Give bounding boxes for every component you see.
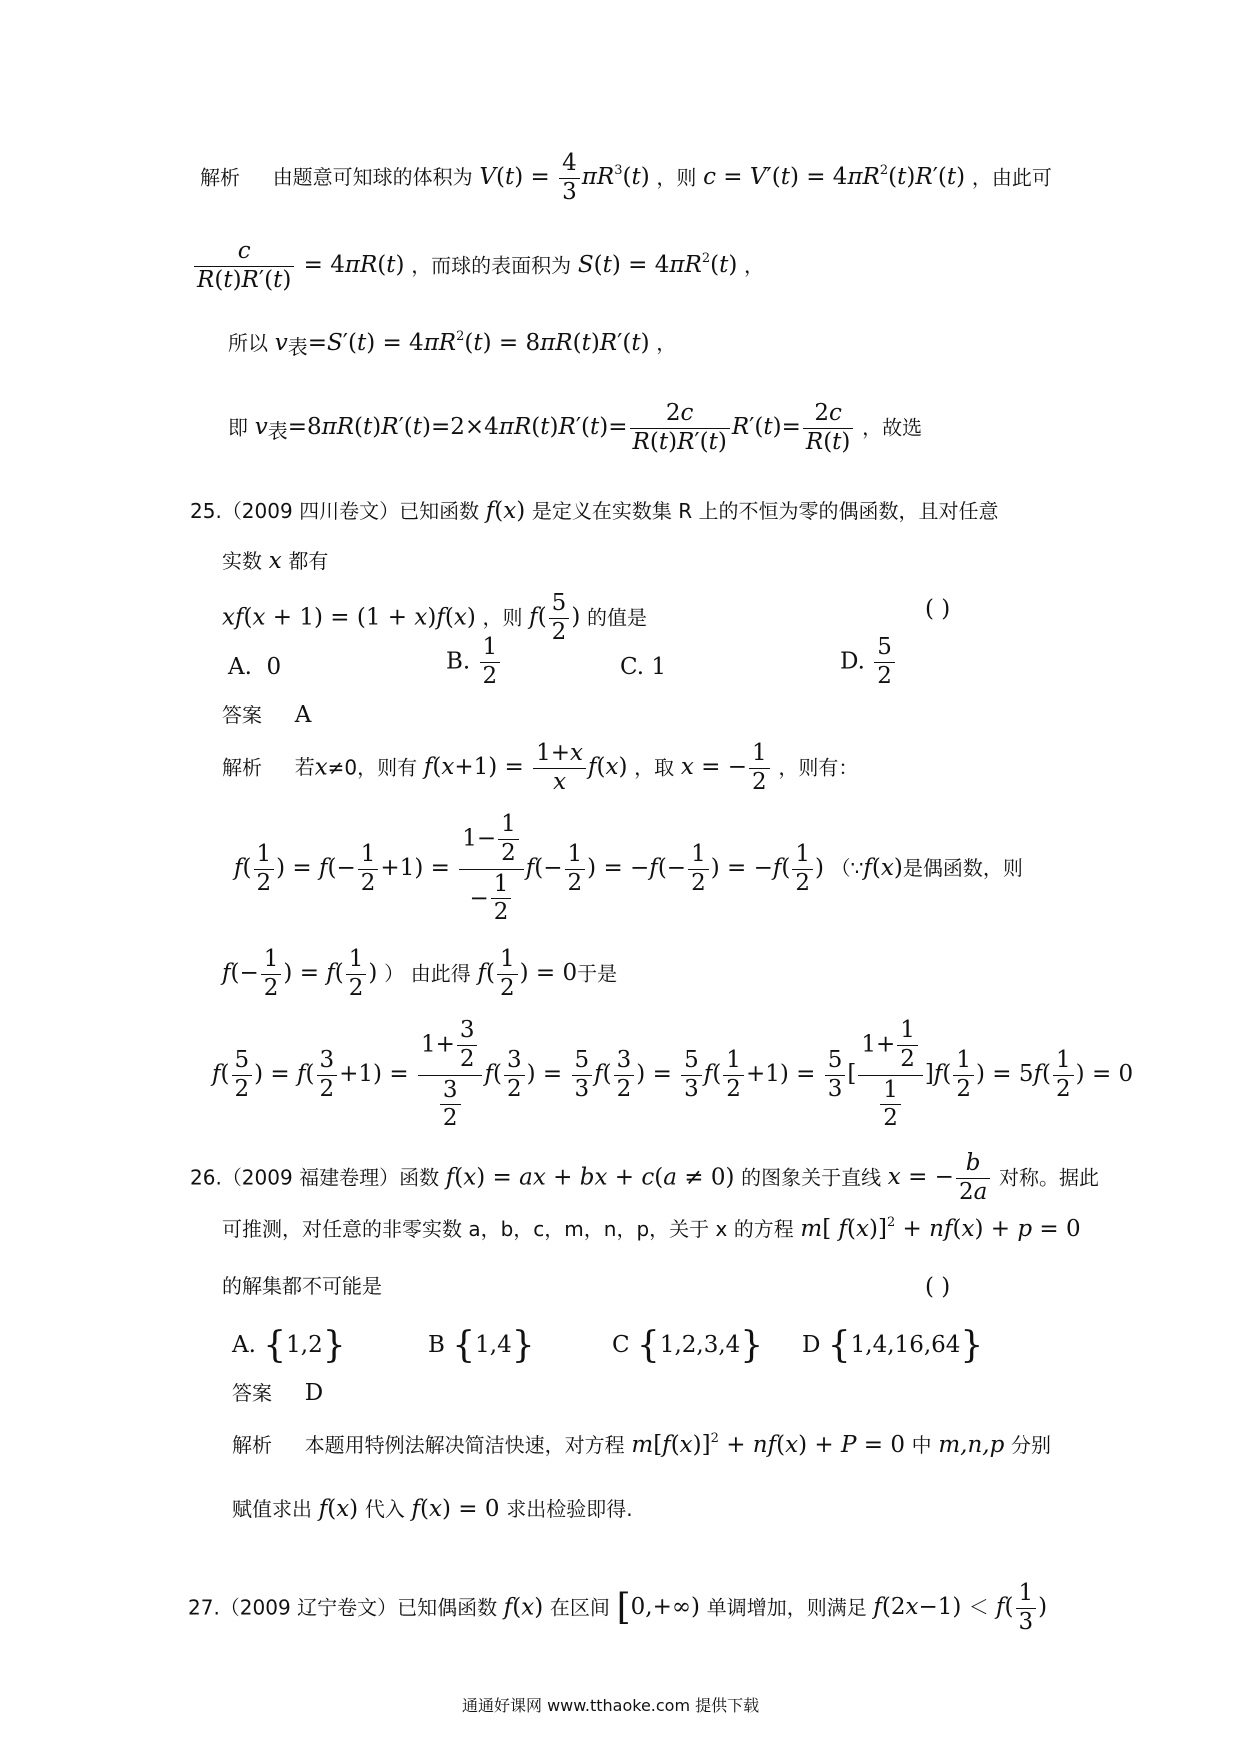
analysis-label: 解析	[222, 755, 262, 780]
text: 于是	[577, 961, 618, 986]
text: 可推测，对任意的非零实数 a，b，c，m，n，p，关于 x 的方程	[222, 1217, 794, 1241]
q26-answer	[232, 1382, 323, 1405]
text: 本题用特例法解决简洁快速，对方程	[304, 1433, 625, 1457]
question-number: 25.	[190, 499, 222, 523]
formula: f( $\frac{5}{2}$ ) = f( $\frac{3}{2}$ +1) = 1+ $\frac{3}{2}$ $\frac{3}{2}$ f( $\frac{3}{2}$ ) = $\frac{5}{3}$ f( $\frac{3}{2}$ ) = $\frac{5}{3}$ f( $\frac{1}{2}$ +1) = $\frac{5}{3}$ [ 1+ $\frac{1}{2}$ $\frac{1}{2}$ ]f( $\frac{1}{2}$ ) = 5f( $\frac{1}{2}$ ) = 0	[212, 1017, 1134, 1132]
text: 由此得	[410, 961, 471, 986]
text: 代入	[364, 1497, 405, 1521]
text: 赋值求出	[232, 1497, 312, 1521]
q26-analysis-2	[232, 1498, 633, 1521]
text: 中	[911, 1433, 932, 1457]
formula: f(2x−1) ＜ f( $\frac{1}{3}$ )	[873, 1580, 1048, 1635]
p24-line-1	[200, 150, 1052, 207]
page-footer: 通通好课网 www.tthaoke.com 提供下载	[462, 1696, 760, 1715]
q27-stem-1	[188, 1580, 1047, 1637]
text: 的图象关于直线	[741, 1165, 882, 1190]
text: 的值是	[586, 605, 647, 630]
text: ≠0，则有	[327, 755, 418, 780]
formula: f(x) = 0	[411, 1496, 500, 1522]
option-d: D. $\frac{5}{2}$	[840, 634, 897, 691]
p24-line-2	[192, 238, 764, 295]
formula: $c = V'(t) = 4\pi R^2(t)R'(t)$	[703, 163, 966, 191]
text: ，而球的表面积为	[411, 253, 572, 278]
q25-stem-2	[222, 550, 328, 573]
text: ）	[384, 961, 405, 986]
answer-label: 答案	[222, 703, 262, 727]
formula: [0,+∞)	[616, 1587, 701, 1629]
text: 实数	[222, 549, 262, 573]
p24-line-4	[228, 400, 922, 457]
option-b: B. $\frac{1}{2}$	[446, 634, 502, 691]
text: ，取	[634, 755, 675, 780]
formula: f(− $\frac{1}{2}$ ) = f( $\frac{1}{2}$ )	[222, 946, 378, 1001]
formula: x	[268, 548, 282, 574]
text: 所以	[228, 331, 268, 355]
analysis-label: 解析	[200, 165, 240, 190]
text: 分别	[1011, 1433, 1052, 1457]
formula: V(t) = $\frac{4}{3}$ $\pi R^3(t)$	[479, 150, 650, 205]
q25-answer	[222, 704, 311, 727]
q25-analysis-1: 解析 若x≠0，则有 f(x+1) = $\frac{1+x}{x}$ f(x) ，取 x = − $\frac{1}{2}$ ，则有：	[222, 740, 859, 795]
text: ，	[744, 253, 764, 278]
formula: f(x)	[318, 1496, 359, 1522]
option-a: A. 0	[228, 654, 282, 680]
q26-stem-2	[222, 1216, 1081, 1241]
text: 的解集都不可能是	[222, 1274, 382, 1298]
formula: $m[f(x)]^2 + nf(x) + P = 0$	[631, 1431, 905, 1458]
text: ，则有：	[778, 755, 859, 780]
formula: x = − $\frac{1}{2}$	[681, 754, 772, 780]
q25-analysis-3	[222, 946, 617, 1003]
answer-blank: ( )	[925, 1274, 951, 1300]
text: ，	[656, 331, 677, 355]
text: 是定义在实数集 R 上的不恒为零的偶函数，且对任意	[531, 499, 999, 523]
text: 是偶函数，则	[902, 856, 1023, 880]
text: 已知函数	[399, 499, 480, 523]
formula: $v_表=8\pi R(t)R'(t)=2\times 4\pi R(t)R'(t)=$ $\frac{2c}{R(t)R'(t)}$ R′(t)= $\frac{2c}{R(t)}$	[255, 414, 856, 440]
text: （∵	[830, 856, 864, 880]
p24-line-3	[228, 330, 676, 357]
answer-blank: ( )	[925, 596, 951, 622]
text: 已知偶函数	[397, 1595, 498, 1620]
q26-stem-3	[222, 1276, 382, 1297]
formula: xf(x + 1) = (1 + x)f(x)	[222, 604, 476, 631]
option-b: B {1,4}	[428, 1325, 535, 1366]
text: ，由此可	[971, 165, 1052, 190]
option-c: C {1,2,3,4}	[612, 1325, 764, 1366]
formula: $v_表=S'(t) = 4\pi R^2(t) = 8\pi R(t)R'(t)$	[274, 329, 650, 359]
question-number: 26.	[190, 1165, 222, 1190]
answer-value: D	[304, 1380, 324, 1406]
formula: f(x)	[485, 498, 526, 524]
formula: $\frac{c}{R(t)R'(t)}$ = 4πR(t)	[192, 252, 405, 278]
text: 求出检验即得.	[506, 1497, 633, 1521]
text: 单调增加，则满足	[706, 1595, 867, 1620]
q25-stem-3	[222, 590, 647, 647]
question-source: （2009 四川卷文）	[221, 499, 400, 523]
formula: f(x)	[503, 1594, 544, 1621]
formula: f( $\frac{1}{2}$ ) = f(− $\frac{1}{2}$ +1) = 1− $\frac{1}{2}$ − $\frac{1}{2}$ f(− $\frac{1}{2}$ ) = −f(− $\frac{1}{2}$ ) = −f( $\frac{1}{2}$ )	[234, 811, 824, 926]
answer-value: A	[294, 702, 312, 728]
formula: m,n,p	[938, 1432, 1005, 1458]
option-c: C. 1	[620, 654, 667, 680]
question-number: 27.	[188, 1595, 220, 1620]
option-d: D {1,4,16,64}	[802, 1325, 984, 1366]
text: 对称。据此	[999, 1165, 1099, 1190]
question-source: （2009 福建卷理）	[221, 1165, 400, 1190]
formula: m[ f(x)]$^2$ + nf(x) + p = 0	[800, 1215, 1081, 1242]
formula: f(x) = ax + bx + c(a ≠ 0)	[445, 1164, 735, 1191]
formula: f( $\frac{1}{2}$ ) = 0	[477, 946, 578, 1001]
q25-analysis-4	[212, 1016, 1133, 1134]
text: 由题意可知球的体积为	[272, 165, 473, 190]
text: 即	[228, 415, 248, 440]
formula: f(x+1) = $\frac{1+x}{x}$ f(x)	[423, 740, 628, 795]
q25-stem-1	[190, 500, 999, 523]
formula: $S(t) = 4\pi R^2(t)$	[577, 251, 738, 279]
text: 在区间	[549, 1595, 610, 1620]
analysis-label: 解析	[232, 1433, 272, 1457]
answer-label: 答案	[232, 1381, 272, 1405]
text: ，则	[656, 165, 697, 190]
text: 函数	[399, 1165, 440, 1190]
q26-analysis-1	[232, 1432, 1051, 1457]
text: ，则	[482, 605, 523, 630]
q25-analysis-2: f( $\frac{1}{2}$ ) = f(− $\frac{1}{2}$ +1) = 1− $\frac{1}{2}$ − $\frac{1}{2}$ f(− $\frac{1}{2}$ ) = −f(− $\frac{1}{2}$ ) = −f( $\frac{1}{2}$ ) （∵f(x)是偶函数，则	[234, 811, 1023, 926]
formula: f( $\frac{5}{2}$ )	[529, 590, 581, 645]
formula: x = − $\frac{b}{2a}$	[888, 1164, 993, 1190]
text: 若	[294, 755, 315, 780]
option-a: A. {1,2}	[232, 1325, 346, 1366]
question-source: （2009 辽宁卷文）	[219, 1595, 398, 1620]
q26-stem-1	[190, 1150, 1099, 1207]
text: 都有	[288, 549, 329, 573]
text: ，故选	[862, 415, 923, 440]
